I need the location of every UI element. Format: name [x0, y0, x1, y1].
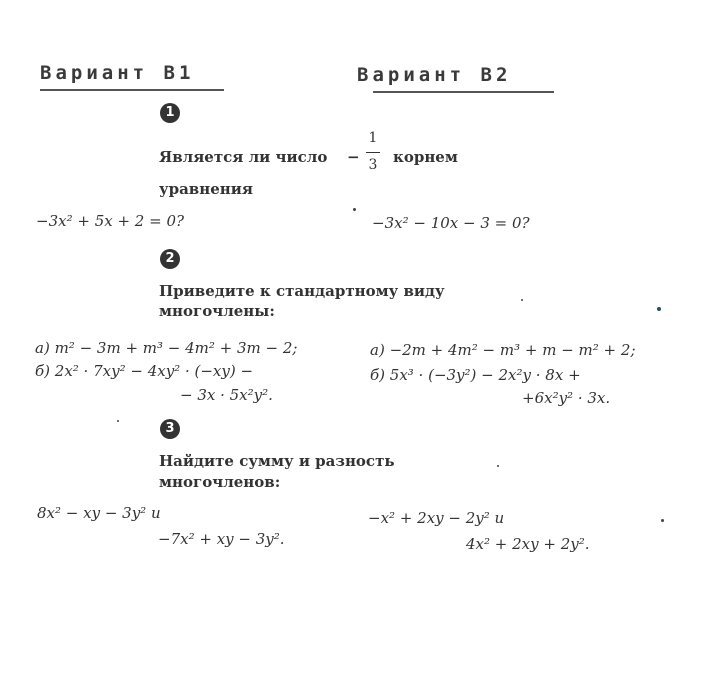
scan-speck — [117, 420, 119, 422]
scan-speck — [353, 208, 356, 211]
task-2-v2-b-line-1: б) 5x³ · (−3y²) − 2x²y · 8x + — [370, 366, 581, 384]
variant-1-underline — [40, 89, 224, 91]
task-1-fraction-numerator: 1 — [368, 130, 378, 146]
variant-1-header: Вариант В1 — [40, 62, 195, 84]
task-2-v2-a: а) −2m + 4m² − m³ + m − m² + 2; — [370, 341, 636, 359]
task-3-v1-line-1: 8x² − xy − 3y² и — [37, 504, 161, 522]
task-1-equation-v1: −3x² + 5x + 2 = 0? — [36, 212, 185, 230]
task-3-line-2: многочленов: — [159, 473, 281, 491]
variant-2-underline — [373, 91, 554, 93]
task-3-v2-line-1: −x² + 2xy − 2y² и — [368, 509, 505, 527]
task-1-number: 1 — [160, 103, 180, 123]
task-1-fraction-bar — [366, 152, 380, 153]
task-2-v1-a: а) m² − 3m + m³ − 4m² + 3m − 2; — [35, 339, 298, 357]
variant-2-header: Вариант В2 — [357, 64, 512, 86]
task-1-minus: − — [347, 148, 360, 166]
task-1-fraction-denominator: 3 — [368, 157, 378, 173]
task-2-v1-b-line-2: − 3x · 5x²y². — [180, 386, 273, 404]
task-1-equation-v2: −3x² − 10x − 3 = 0? — [372, 214, 530, 232]
task-2-line-1: Приведите к стандартному виду — [159, 282, 445, 300]
task-3-number: 3 — [160, 419, 180, 439]
task-3-v2-line-2: 4x² + 2xy + 2y². — [466, 535, 590, 553]
scan-speck — [661, 519, 664, 522]
task-2-line-2: многочлены: — [159, 302, 275, 320]
task-2-number: 2 — [160, 249, 180, 269]
task-1-text-b: корнем — [393, 148, 458, 166]
scan-speck — [657, 307, 661, 311]
task-3-v1-line-2: −7x² + xy − 3y². — [158, 530, 285, 548]
task-2-v1-b-line-1: б) 2x² · 7xy² − 4xy² · (−xy) − — [35, 362, 254, 380]
task-1-text-c: уравнения — [159, 180, 253, 198]
scan-speck — [521, 299, 523, 301]
task-1-text-a: Является ли число — [159, 148, 328, 166]
task-2-v2-b-line-2: +6x²y² · 3x. — [522, 389, 611, 407]
task-3-line-1: Найдите сумму и разность — [159, 452, 395, 470]
scan-speck — [497, 465, 499, 467]
